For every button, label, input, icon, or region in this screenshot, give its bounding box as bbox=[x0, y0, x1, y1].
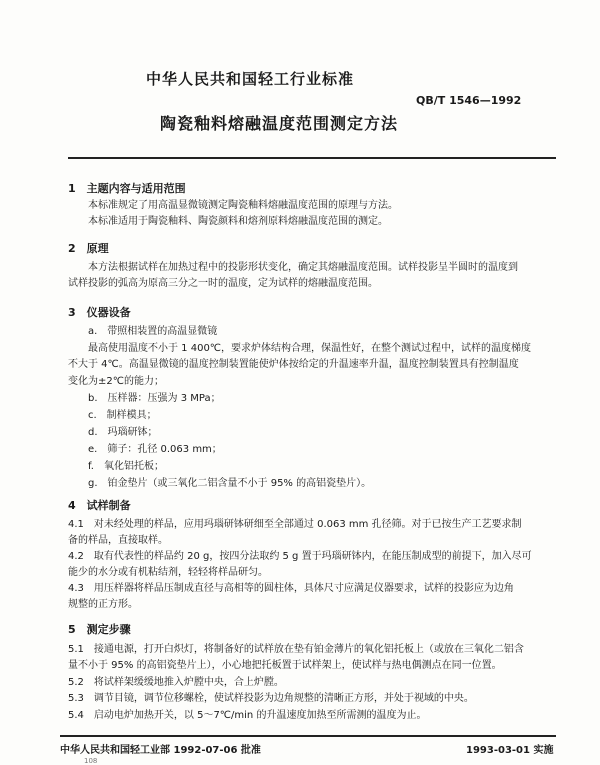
equipment-item: a. 带照相装置的高温显微镜 bbox=[88, 326, 218, 337]
section-2-heading: 2 原理 bbox=[68, 242, 109, 255]
equipment-item: f. 氧化铝托板； bbox=[88, 461, 164, 472]
section-4-paragraph: 4.1 对未经处理的样品，应用玛瑙研钵研细至全部通过 0.063 mm 孔径筛。对于已按生产工艺要求制 bbox=[68, 519, 522, 530]
standard-number: QB/T 1546—1992 bbox=[416, 94, 522, 107]
equipment-description: 不大于 4℃。高温显微镜的温度控制装置能使炉体按给定的升温速率升温，温度控制装置具有控制温度 bbox=[68, 359, 519, 370]
section-5-paragraph: 5.4 启动电炉加热开关，以 5～7℃/min 的升温速度加热至所需测的温度为止。 bbox=[68, 710, 427, 721]
approval-line: 中华人民共和国轻工业部 1992-07-06 批准 bbox=[60, 745, 261, 756]
section-2-paragraph: 试样投影的弧高为原高三分之一时的温度，定为试样的熔融温度范围。 bbox=[68, 278, 378, 289]
section-5-paragraph: 5.1 接通电源，打开白炽灯，将制备好的试样放在垫有铂金薄片的氧化铝托板上（或放在三氧化二铝含 bbox=[68, 644, 524, 655]
section-3-heading: 3 仪器设备 bbox=[68, 306, 131, 319]
document-title: 陶瓷釉料熔融温度范围测定方法 bbox=[160, 114, 399, 133]
implementation-date: 1993-03-01 实施 bbox=[466, 745, 554, 756]
equipment-description: 变化为±2℃的能力； bbox=[68, 376, 164, 387]
section-5-paragraph: 5.2 将试样架缓缓地推入炉膛中央，合上炉膛。 bbox=[68, 677, 284, 688]
section-1-heading: 1 主题内容与适用范围 bbox=[68, 182, 186, 195]
section-5-heading: 5 测定步骤 bbox=[68, 623, 131, 636]
section-4-paragraph: 规整的正方形。 bbox=[68, 599, 138, 610]
equipment-item: g. 铂金垫片（或三氧化二铝含量不小于 95% 的高铝瓷垫片）。 bbox=[88, 478, 372, 489]
section-1-paragraph: 本标准规定了用高温显微镜测定陶瓷釉料熔融温度范围的原理与方法。 bbox=[88, 200, 398, 211]
equipment-item: b. 压样器：压强为 3 MPa； bbox=[88, 393, 221, 404]
section-4-paragraph: 备的样品，直接取样。 bbox=[68, 535, 168, 546]
page-number: 108 bbox=[84, 757, 98, 765]
equipment-item: d. 玛瑙研钵； bbox=[88, 427, 158, 438]
section-5-paragraph: 量不小于 95% 的高铝瓷垫片上），小心地把托板置于试样架上，使试样与热电偶测点在同一位置。 bbox=[68, 660, 502, 671]
section-4-paragraph: 4.2 取有代表性的样品约 20 g，按四分法取约 5 g 置于玛瑙研钵内，在能压制成型的前提下，加入尽可 bbox=[68, 551, 532, 562]
footer-divider bbox=[60, 735, 556, 737]
equipment-description: 最高使用温度不小于 1 400℃，要求炉体结构合理，保温性好，在整个测试过程中，试样的温度梯度 bbox=[88, 343, 532, 354]
equipment-item: e. 筛子：孔径 0.063 mm； bbox=[88, 444, 222, 455]
section-4-paragraph: 4.3 用压样器将样品压制成直径与高相等的圆柱体，具体尺寸应满足仪器要求，试样的投影应为边角 bbox=[68, 583, 514, 594]
header-divider bbox=[68, 157, 556, 159]
section-1-paragraph: 本标准适用于陶瓷釉料、陶瓷颜料和熔剂原料熔融温度范围的测定。 bbox=[88, 216, 388, 227]
industry-standard-heading: 中华人民共和国轻工行业标准 bbox=[146, 70, 355, 88]
section-2-paragraph: 本方法根据试样在加热过程中的投影形状变化，确定其熔融温度范围。试样投影呈半圆时的温度到 bbox=[88, 262, 518, 273]
section-4-heading: 4 试样制备 bbox=[68, 499, 131, 512]
section-4-paragraph: 能少的水分或有机粘结剂，轻轻将样品研匀。 bbox=[68, 567, 268, 578]
section-5-paragraph: 5.3 调节目镜，调节位移螺栓，使试样投影为边角规整的清晰正方形，并处于视域的中央。 bbox=[68, 693, 474, 704]
equipment-item: c. 制样模具； bbox=[88, 410, 157, 421]
